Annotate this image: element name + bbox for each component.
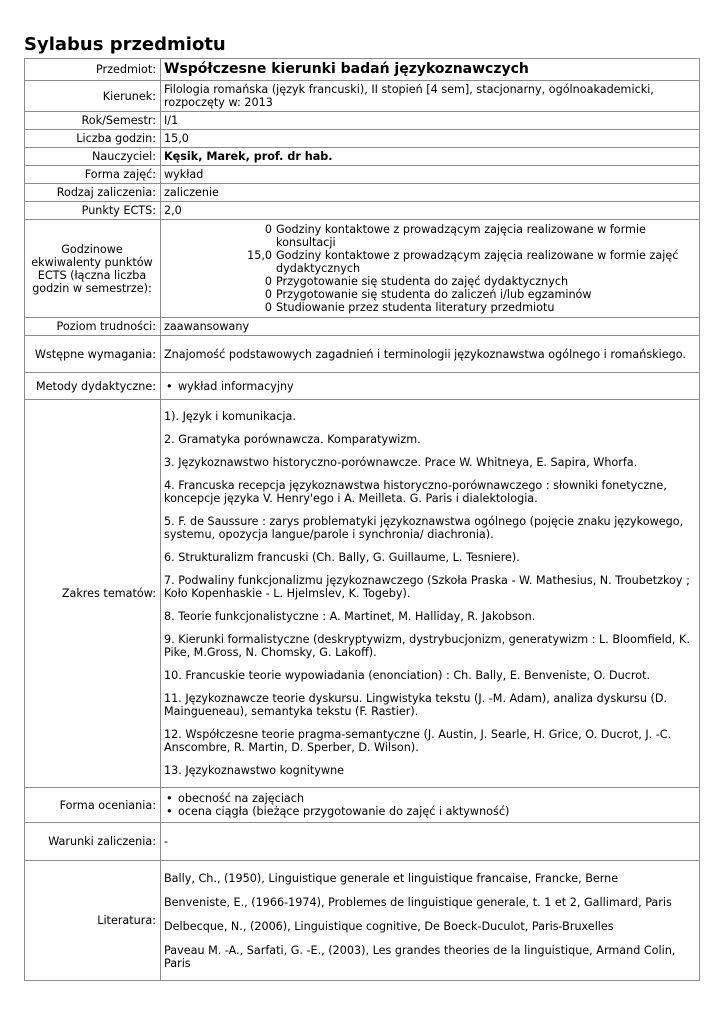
literature-item: Delbecque, N., (2006), Linguistique cognitive, De Boeck-Duculot, Paris-Bruxelles <box>164 920 614 933</box>
topic-item: 11. Językoznawcze teorie dyskursu. Lingwistyka tekstu (J. -M. Adam), analiza dyskursu (D. Maingueneau), semantyka tekstu (F. Rastier). <box>164 692 668 718</box>
value-teacher: Kęsik, Marek, prof. dr hab. <box>161 148 700 166</box>
ects-hours-count: 0 <box>264 223 272 236</box>
row-program <box>25 81 700 112</box>
label-subject: Przedmiot: <box>25 59 161 81</box>
topic-item: 7. Podwaliny funkcjonalizmu językoznawczego (Szkoła Praska - W. Mathesius, N. Troubetzkoy ; Koło Kopenhaskie - L. Hjelmslev, K. Togeby). <box>164 574 690 600</box>
list-item: • ocena ciągła (bieżące przygotowanie do zajęć i aktywność) <box>164 805 696 818</box>
value-topics <box>161 400 700 788</box>
ects-hours-desc: Godziny kontaktowe z prowadzącym zajęcia realizowane w formie konsultacji <box>276 223 646 249</box>
value-methods <box>161 373 700 400</box>
label-methods: Metody dydaktyczne: <box>25 373 161 400</box>
ects-hours-item <box>164 249 696 275</box>
literature-item: Paveau M. -A., Sarfati, G. -E., (2003), Les grandes theories de la linguistique, Armand Colin, Paris <box>164 944 676 970</box>
subject-title: Współczesne kierunki badań językoznawczych <box>164 61 529 77</box>
row-hours <box>25 130 700 148</box>
topic-item: 12. Współczesne teorie pragma-semantyczne (J. Austin, J. Searle, H. Grice, O. Ducrot, J. -C. Anscombre, R. Martin, D. Sperber, D. Wilson). <box>164 728 672 754</box>
label-prerequisites: Wstępne wymagania: <box>25 336 161 373</box>
value-class-form: wykład <box>161 166 700 184</box>
label-teacher: Nauczyciel: <box>25 148 161 166</box>
value-pass-conditions: - <box>161 823 700 861</box>
label-ects: Punkty ECTS: <box>25 202 161 220</box>
label-year-semester: Rok/Semestr: <box>25 112 161 130</box>
ects-hours-desc: Godziny kontaktowe z prowadzącym zajęcia realizowane w formie zajęć dydaktycznych <box>276 249 679 275</box>
ects-hours-desc: Studiowanie przez studenta literatury przedmiotu <box>276 301 555 314</box>
row-pass-conditions <box>25 823 700 861</box>
ects-hours-count: 0 <box>264 275 272 288</box>
list-item: • wykład informacyjny <box>164 380 696 393</box>
label-difficulty: Poziom trudności: <box>25 318 161 336</box>
ects-hours-count: 0 <box>264 288 272 301</box>
topic-item: 3. Językoznawstwo historyczno-porównawcze. Prace W. Whitneya, E. Sapira, Whorfa. <box>164 456 638 469</box>
value-literature <box>161 861 700 981</box>
row-prerequisites <box>25 336 700 373</box>
ects-hours-item <box>164 275 696 288</box>
assessment-list <box>164 792 696 818</box>
label-literature: Literatura: <box>25 861 161 981</box>
ects-hours-item <box>164 288 696 301</box>
row-subject <box>25 59 700 81</box>
label-pass-conditions: Warunki zaliczenia: <box>25 823 161 861</box>
literature-item: Bally, Ch., (1950), Linguistique generale et linguistique francaise, Francke, Berne <box>164 872 619 885</box>
row-difficulty <box>25 318 700 336</box>
row-methods <box>25 373 700 400</box>
ects-hours-count: 0 <box>264 301 272 314</box>
value-prerequisites: Znajomość podstawowych zagadnień i terminologii językoznawstwa ogólnego i romańskiego. <box>161 336 700 373</box>
row-literature <box>25 861 700 981</box>
syllabus-table <box>24 58 700 981</box>
value-hours: 15,0 <box>161 130 700 148</box>
list-item: • obecność na zajęciach <box>164 792 696 805</box>
label-class-form: Forma zajęć: <box>25 166 161 184</box>
label-topics: Zakres tematów: <box>25 400 161 788</box>
topic-item: 2. Gramatyka porównawcza. Komparatywizm. <box>164 433 421 446</box>
label-program: Kierunek: <box>25 81 161 112</box>
page-title: Sylabus przedmiotu <box>24 34 226 55</box>
label-assessment: Forma oceniania: <box>25 788 161 823</box>
value-year-semester: I/1 <box>161 112 700 130</box>
topic-item: 8. Teorie funkcjonalistyczne : A. Martinet, M. Halliday, R. Jakobson. <box>164 610 536 623</box>
ects-hours-count: 15,0 <box>247 249 272 262</box>
topic-item: 1). Język i komunikacja. <box>164 410 296 423</box>
methods-list <box>164 380 696 393</box>
row-ects <box>25 202 700 220</box>
label-ects-hours: Godzinowe ekwiwalenty punktów ECTS (łączna liczba godzin w semestrze): <box>25 220 161 318</box>
topic-item: 13. Językoznawstwo kognitywne <box>164 764 345 777</box>
label-credit-type: Rodzaj zaliczenia: <box>25 184 161 202</box>
row-topics <box>25 400 700 788</box>
row-credit-type <box>25 184 700 202</box>
row-class-form <box>25 166 700 184</box>
value-ects: 2,0 <box>161 202 700 220</box>
topic-item: 5. F. de Saussure : zarys problematyki językoznawstwa ogólnego (pojęcie znaku językowego, systemu, opozycja langue/parole i synchronia/ diachronia). <box>164 515 684 541</box>
ects-hours-item <box>164 301 696 314</box>
topic-item: 9. Kierunki formalistyczne (deskryptywizm, dystrybucjonizm, generatywizm : L. Bloomfield, K. Pike, M.Gross, N. Chomsky, G. Lakoff). <box>164 633 690 659</box>
row-ects-hours <box>25 220 700 318</box>
row-teacher <box>25 148 700 166</box>
value-ects-hours <box>161 220 700 318</box>
value-credit-type: zaliczenie <box>161 184 700 202</box>
topic-item: 10. Francuskie teorie wypowiadania (enonciation) : Ch. Bally, E. Benveniste, O. Ducrot. <box>164 669 651 682</box>
row-assessment <box>25 788 700 823</box>
value-assessment <box>161 788 700 823</box>
row-year-semester <box>25 112 700 130</box>
literature-item: Benveniste, E., (1966-1974), Problemes de linguistique generale, t. 1 et 2, Gallimard, Paris <box>164 896 672 909</box>
label-hours: Liczba godzin: <box>25 130 161 148</box>
topic-item: 4. Francuska recepcja językoznawstwa historyczno-porównawczego : słowniki fonetyczne, koncepcje języka V. Henry'ego i A. Meilleta. G. Paris i dialektologia. <box>164 479 667 505</box>
value-difficulty: zaawansowany <box>161 318 700 336</box>
ects-hours-desc: Przygotowanie się studenta do zajęć dydaktycznych <box>276 275 569 288</box>
value-program: Filologia romańska (język francuski), II stopień [4 sem], stacjonarny, ogólnoakademicki, rozpoczęty w: 2013 <box>161 81 700 112</box>
value-subject <box>161 59 700 81</box>
topic-item: 6. Strukturalizm francuski (Ch. Bally, G. Guillaume, L. Tesniere). <box>164 551 520 564</box>
ects-hours-item <box>164 223 696 249</box>
ects-hours-desc: Przygotowanie się studenta do zaliczeń i/lub egzaminów <box>276 288 592 301</box>
